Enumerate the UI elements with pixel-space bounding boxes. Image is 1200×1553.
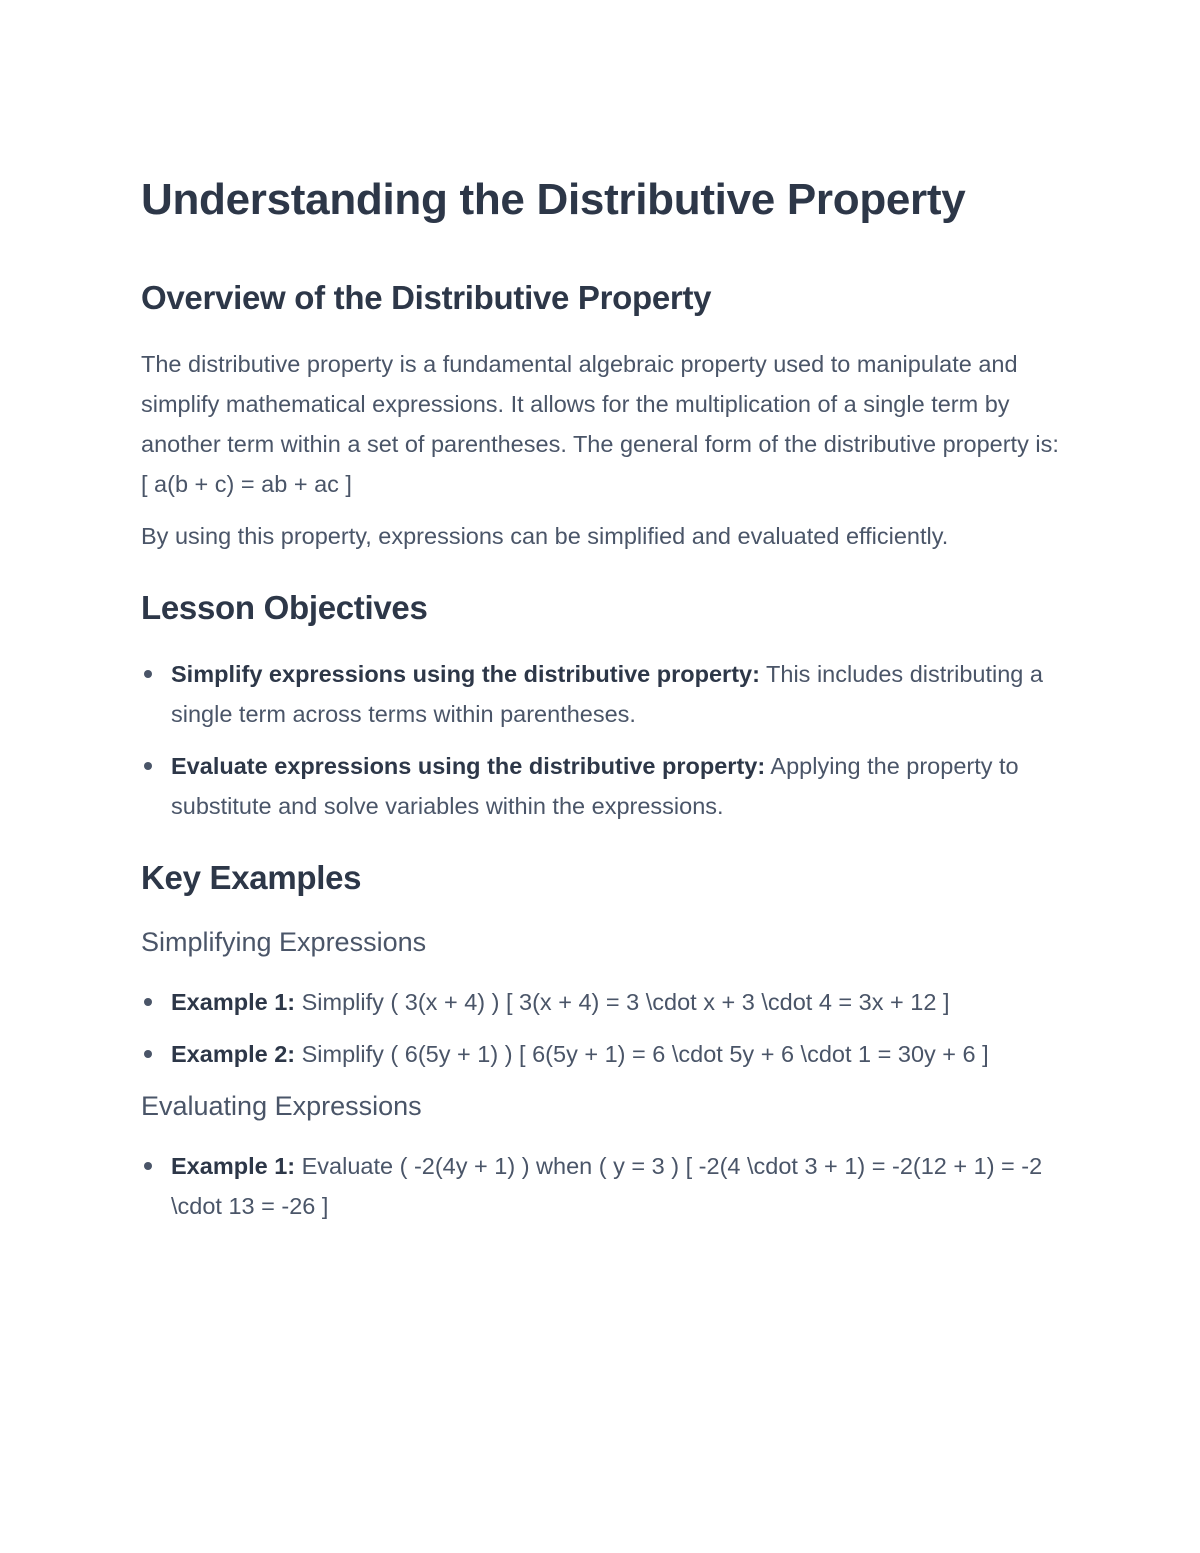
page-title: Understanding the Distributive Property: [141, 175, 966, 224]
bullet-icon: [144, 1050, 152, 1058]
bullet-icon: [144, 762, 152, 770]
bullet-icon: [144, 998, 152, 1006]
simplifying-list: [141, 982, 1061, 1074]
overview-paragraph: By using this property, expressions can be simplified and evaluated efficiently.: [141, 523, 949, 549]
examples-section: [141, 856, 1061, 1226]
objectives-section: [141, 586, 1061, 826]
item-label: Example 1:: [171, 1153, 296, 1179]
item-text: Simplify ( 3(x + 4) ) [ 3(x + 4) = 3 \cdot x + 3 \cdot 4 = 3x + 12 ]: [295, 989, 950, 1015]
list-item: [141, 654, 1061, 734]
item-text: Evaluate ( -2(4y + 1) ) when ( y = 3 ) [ -2(4 \cdot 3 + 1) = -2(12 + 1) = -2 \cdot 13 = -26 ]: [171, 1153, 1043, 1219]
item-label: Example 2:: [171, 1041, 296, 1067]
overview-paragraph: The distributive property is a fundamental algebraic property used to manipulate and simplify mathematical expressions. It allows for the multiplication of a single term by another term within a set of parentheses. The general form of the distributive property is: [ a(b + c) = ab + ac ]: [141, 351, 1059, 497]
item-label: Simplify expressions using the distributive property:: [171, 661, 760, 687]
bullet-icon: [144, 670, 152, 678]
item-text: This includes distributing a single term across terms within parentheses.: [171, 661, 1043, 727]
item-label: Evaluate expressions using the distributive property:: [171, 753, 766, 779]
bullet-icon: [144, 1162, 152, 1170]
evaluating-list: [141, 1146, 1061, 1226]
simplifying-heading: Simplifying Expressions: [141, 927, 427, 957]
objectives-list: [141, 654, 1061, 826]
list-item: [141, 1146, 1061, 1226]
list-item: [141, 982, 1061, 1022]
overview-heading: Overview of the Distributive Property: [141, 279, 712, 316]
list-item: [141, 1034, 1061, 1074]
item-label: Example 1:: [171, 989, 296, 1015]
list-item: [141, 746, 1061, 826]
item-text: Applying the property to substitute and solve variables within the expressions.: [171, 753, 1019, 819]
objectives-heading: Lesson Objectives: [141, 589, 428, 626]
item-text: Simplify ( 6(5y + 1) ) [ 6(5y + 1) = 6 \cdot 5y + 6 \cdot 1 = 30y + 6 ]: [295, 1041, 989, 1067]
overview-section: [141, 276, 1061, 556]
document-page: [141, 168, 1061, 1240]
evaluating-heading: Evaluating Expressions: [141, 1091, 422, 1121]
examples-heading: Key Examples: [141, 859, 362, 896]
